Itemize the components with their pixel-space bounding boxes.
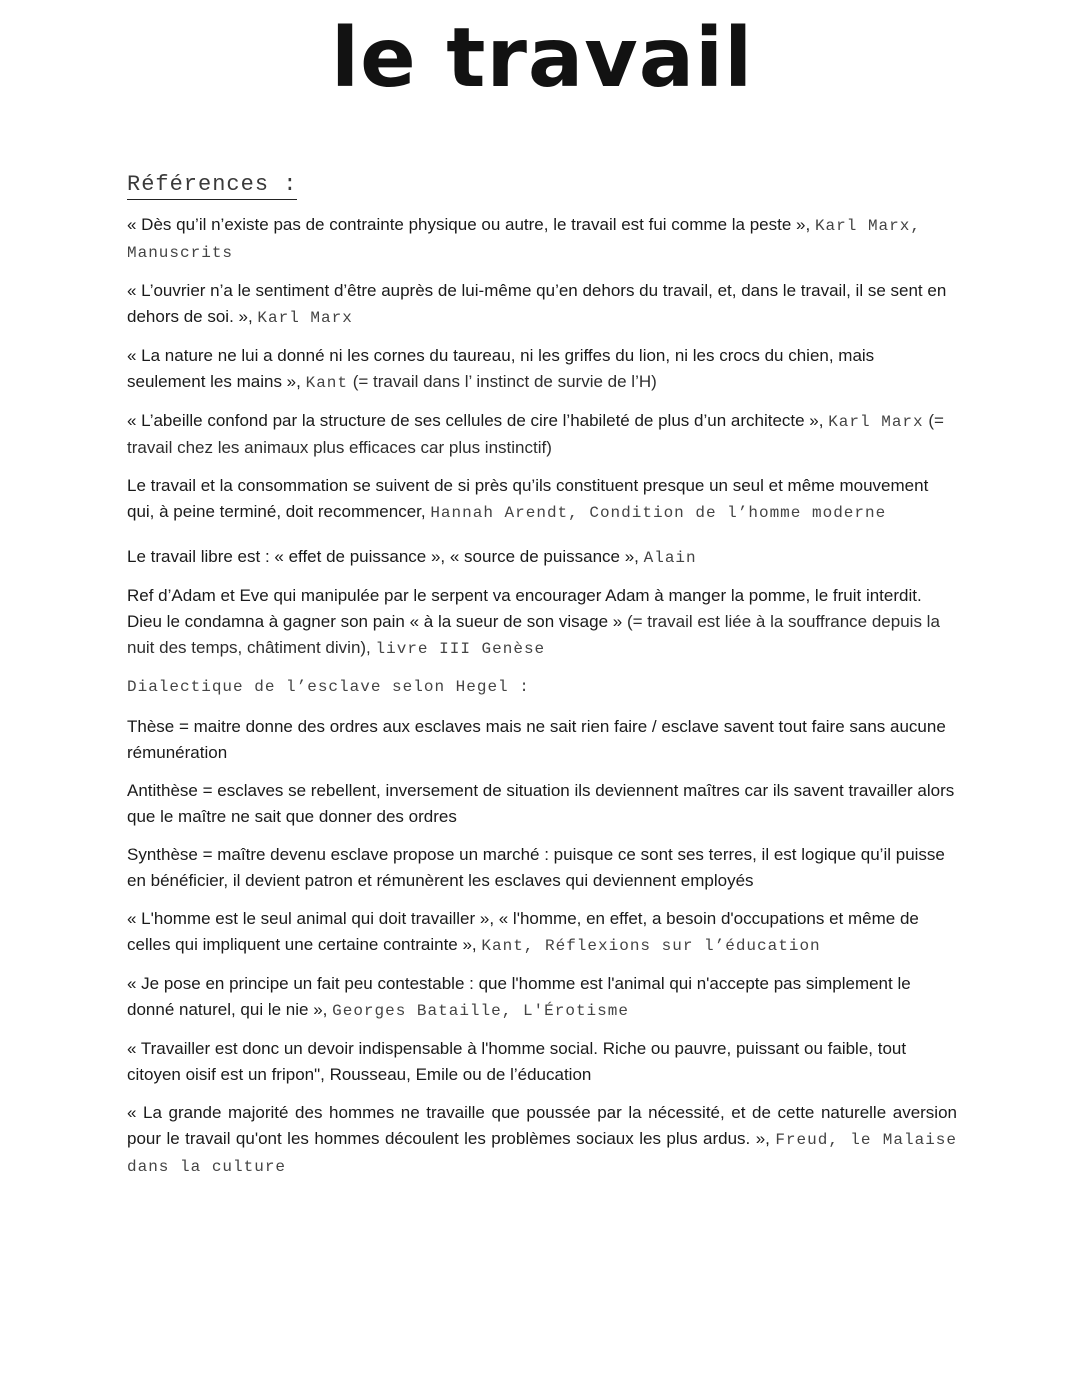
- quote-source: Karl Marx: [828, 413, 924, 431]
- quote-source: Karl Marx, Manuscrits: [127, 217, 921, 262]
- quote-paragraph: « Je pose en principe un fait peu contestable : que l'homme est l'animal qui n'accepte pas simplement le donné naturel, qui le nie », Georges Bataille, L'Érotisme: [127, 974, 911, 1020]
- page-title: le travail: [331, 11, 754, 106]
- dialectic-these: Thèse = maitre donne des ordres aux esclaves mais ne sait rien faire / esclave savent tout faire sans aucune rémunération: [127, 717, 946, 762]
- document-body: [127, 172, 957, 1192]
- quote-source: Kant: [305, 374, 348, 392]
- dialectic-heading: Dialectique de l’esclave selon Hegel :: [127, 678, 530, 696]
- quote-paragraph: « L’ouvrier n’a le sentiment d’être auprès de lui-même qu’en dehors du travail, et, dans le travail, il se sent en dehors de soi. », Karl Marx: [127, 281, 947, 327]
- quote-paragraph: « Travailler est donc un devoir indispensable à l'homme social. Riche ou pauvre, puissant ou faible, tout citoyen oisif est un fripon", Rousseau, Emile ou de l’éducation: [127, 1039, 907, 1084]
- quote-source: Karl Marx: [257, 309, 353, 327]
- quote-paragraph: Le travail libre est : « effet de puissance », « source de puissance », Alain: [127, 547, 697, 567]
- quote-note: (= travail dans l’ instinct de survie de l’H): [348, 372, 657, 391]
- quote-paragraph: « La grande majorité des hommes ne travaille que poussée par la nécessité, et de cette naturelle aversion pour le travail qu'ont les hommes découlent les problèmes sociaux les plus ardus. », Freud, le Malaise dans la culture: [127, 1103, 957, 1176]
- quote-source: Freud, le Malaise dans la culture: [127, 1131, 957, 1176]
- quote-paragraph: « L’abeille confond par la structure de ses cellules de cire l’habileté de plus d’un architecte », Karl Marx (= travail chez les animaux plus efficaces car plus instinctif): [127, 411, 944, 457]
- dialectic-antithese: Antithèse = esclaves se rebellent, inversement de situation ils deviennent maîtres car ils savent travailler alors que le maître ne sait que donner des ordres: [127, 781, 955, 826]
- references-heading: Références :: [127, 172, 297, 200]
- quote-source: livre III Genèse: [375, 640, 546, 658]
- quote-source: Georges Bataille, L'Érotisme: [332, 1002, 629, 1020]
- quote-source: Alain: [643, 549, 697, 567]
- dialectic-synthese: Synthèse = maître devenu esclave propose un marché : puisque ce sont ses terres, il est logique qu’il puisse en bénéficier, il devient patron et rémunèrent les esclaves qui deviennent employés: [127, 845, 945, 890]
- quote-note: (= travail chez les animaux plus efficaces car plus instinctif): [127, 411, 944, 457]
- quote-source: Hannah Arendt, Condition de l’homme moderne: [430, 504, 887, 522]
- quote-paragraph: « Dès qu’il n’existe pas de contrainte physique ou autre, le travail est fui comme la peste », Karl Marx, Manuscrits: [127, 215, 921, 262]
- quote-source: Kant, Réflexions sur l’éducation: [481, 937, 821, 955]
- quote-note: (= travail est liée à la souffrance depuis la nuit des temps, châtiment divin),: [127, 612, 940, 657]
- quote-paragraph: « La nature ne lui a donné ni les cornes du taureau, ni les griffes du lion, ni les crocs du chien, mais seulement les mains », Kant (= travail dans l’ instinct de survie de l’H): [127, 346, 875, 392]
- quote-paragraph: Le travail et la consommation se suivent de si près qu’ils constituent presque un seul et même mouvement qui, à peine terminé, doit recommencer, Hannah Arendt, Condition de l’homme moderne: [127, 476, 929, 522]
- quote-paragraph: Ref d’Adam et Eve qui manipulée par le serpent va encourager Adam à manger la pomme, le fruit interdit. Dieu le condamna à gagner son pain « à la sueur de son visage » (= travail est liée à la souffrance depuis la nuit des temps, châtiment divin), livre III Genèse: [127, 586, 940, 658]
- quote-paragraph: « L'homme est le seul animal qui doit travailler », « l'homme, en effet, a besoin d'occupations et même de celles qui impliquent une certaine contrainte », Kant, Réflexions sur l’éducation: [127, 909, 919, 955]
